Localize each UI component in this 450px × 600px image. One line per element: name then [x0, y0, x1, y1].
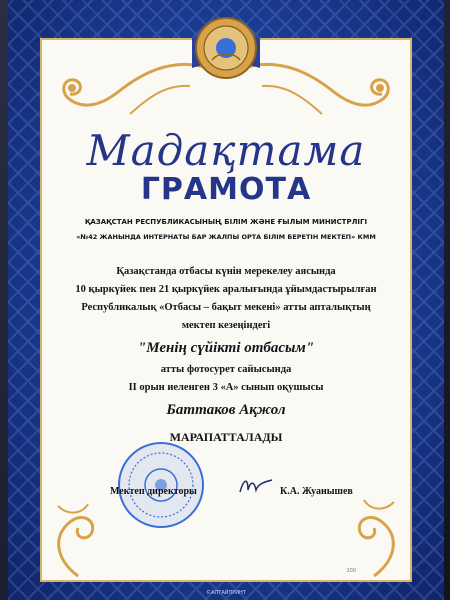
contest-line: атты фотосурет сайысында [160, 364, 292, 375]
certificate-title-kazakh: Мадақтама [86, 126, 366, 175]
recipient-name: Баттаков Ақжол [166, 402, 286, 418]
ministry-line: ҚАЗАҚСТАН РЕСПУБЛИКАСЫНЫҢ БІЛІМ ЖӘНЕ ҒЫЛЫМ МИНИСТРЛІГІ [84, 218, 368, 226]
body-line: Қазақстанда отбасы күнін мерекелеу аясында [116, 266, 336, 277]
contest-title: "Менің сүйікті отбасым" [137, 340, 315, 356]
school-stamp [116, 440, 206, 530]
page-number: 200 [346, 568, 356, 574]
director-signature [236, 474, 276, 498]
school-line: «№42 ЖАНЫНДА ИНТЕРНАТЫ БАР ЖАЛПЫ ОРТА БІЛІМ БЕРЕТІН МЕКТЕП» КММ [76, 233, 376, 241]
director-label: Мектеп директоры [110, 486, 197, 497]
awarded-word: МАРАПАТТАЛАДЫ [169, 430, 283, 444]
certificate-title-russian: ГРАМОТА [140, 172, 312, 207]
state-emblem-icon [186, 8, 266, 88]
body-line: Республикалық «Отбасы – бақыт мекені» атты апталықтың [81, 302, 371, 313]
certificate-paper [40, 38, 412, 582]
director-name: К.А. Жуанышев [280, 486, 353, 497]
body-line: мектеп кезеңіндегі [181, 320, 271, 331]
certificate [8, 0, 444, 600]
printer-footer: ©АЛТАЙПРИНТ [206, 590, 246, 596]
body-line: 10 қыркүйек пен 21 қыркүйек аралығында ұйымдастырылған [75, 284, 377, 295]
place-line: II орын иеленген 3 «А» сынып оқушысы [128, 382, 324, 393]
bottom-left-ornament [48, 496, 108, 578]
bottom-right-ornament [344, 490, 404, 578]
